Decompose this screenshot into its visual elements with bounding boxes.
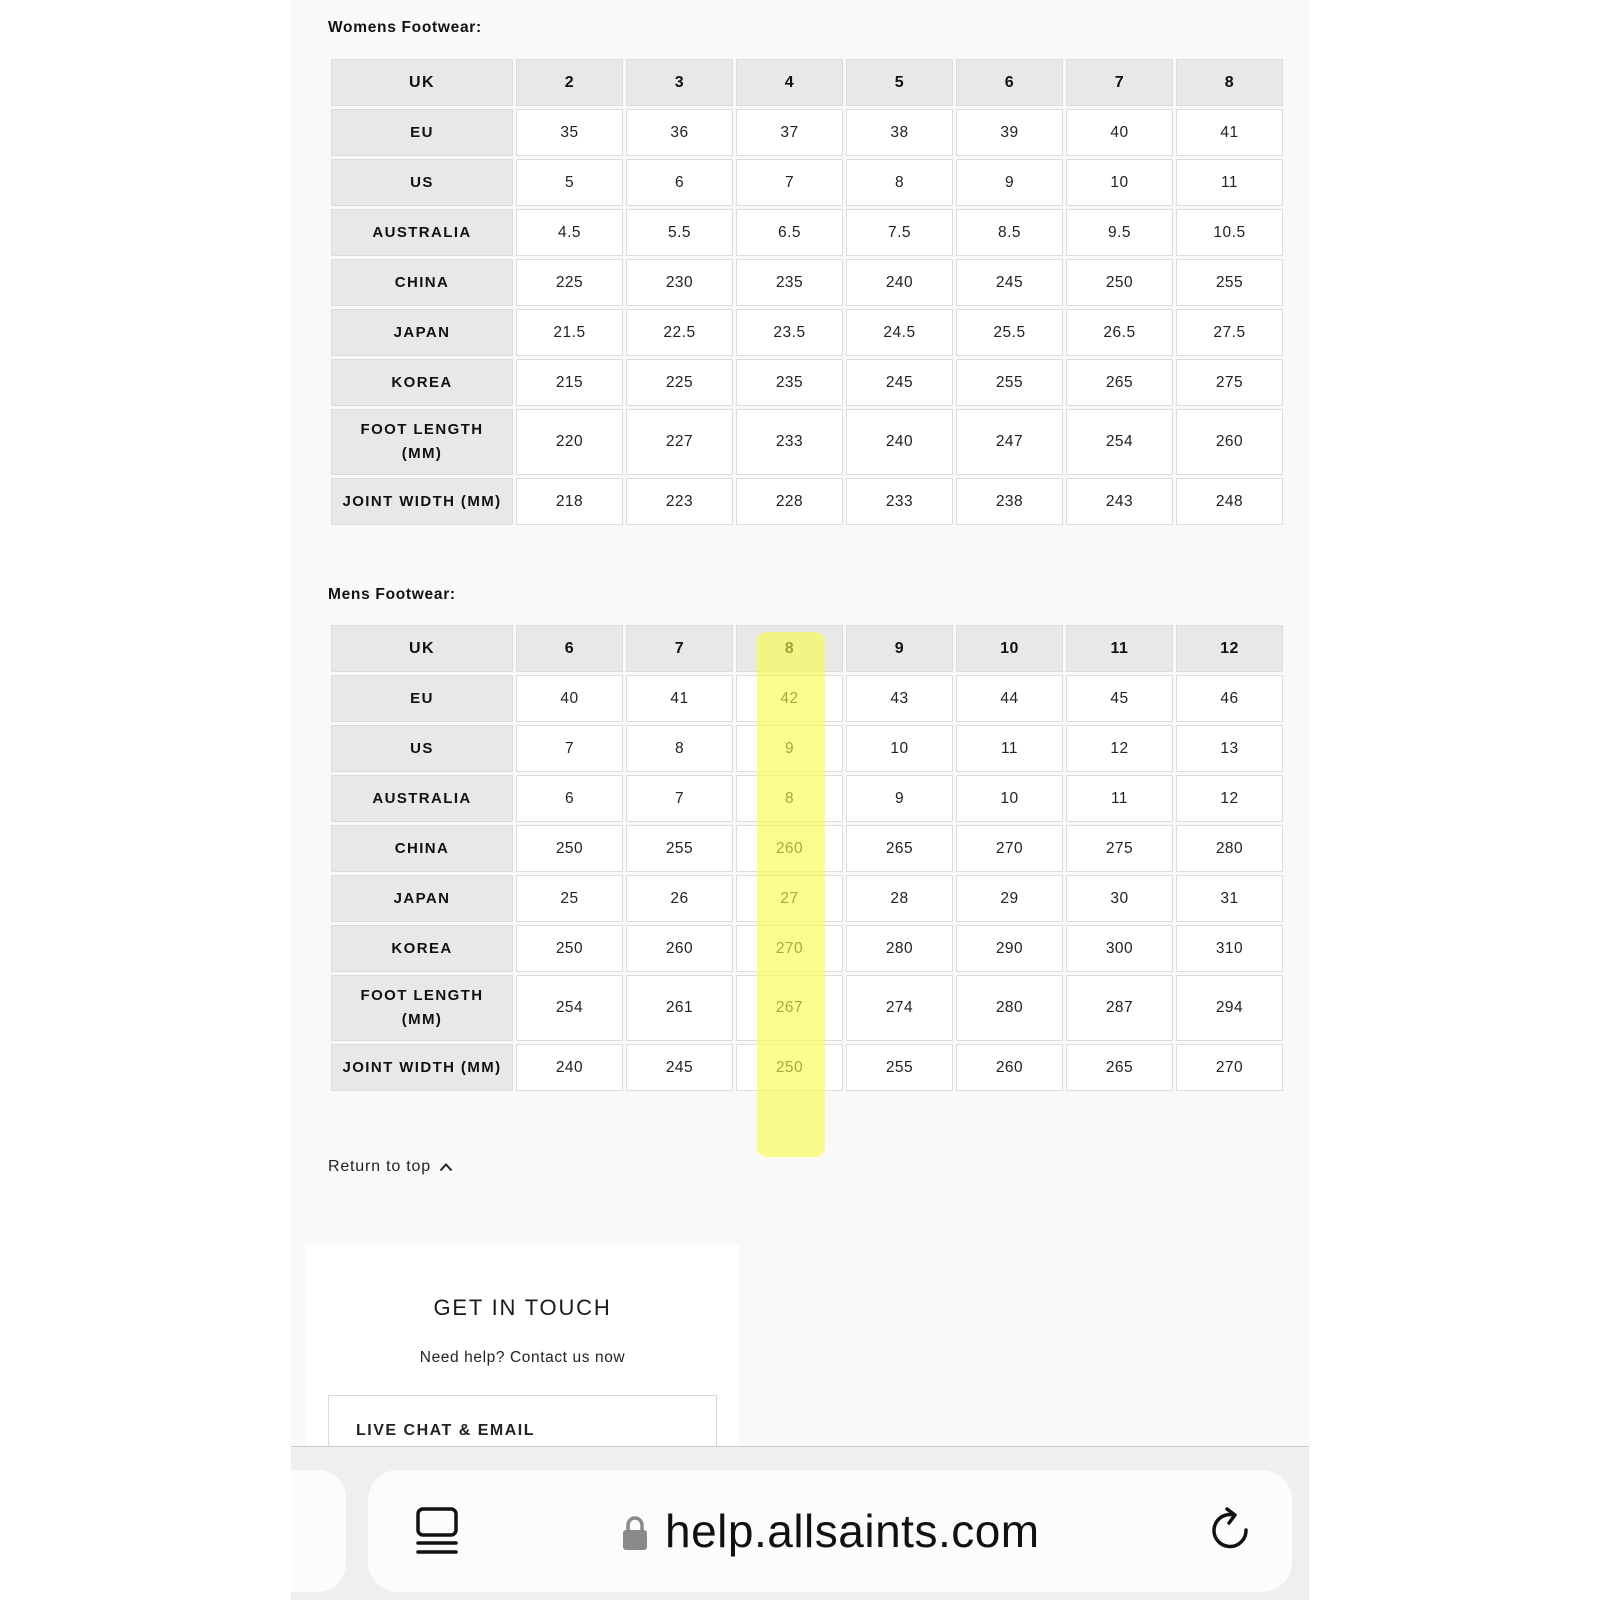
table-cell: 250 (1066, 259, 1173, 306)
table-header-cell: 11 (1066, 625, 1173, 672)
row-label: US (331, 159, 513, 206)
table-cell: 254 (516, 975, 623, 1041)
table-cell: 7 (736, 159, 843, 206)
table-cell: 274 (846, 975, 953, 1041)
table-row (331, 359, 1283, 406)
table-header-row (331, 59, 1283, 106)
row-label-line: (MM) (401, 1011, 443, 1028)
table-cell: 9 (956, 159, 1063, 206)
table-cell: 260 (956, 1044, 1063, 1091)
table-header-cell: 12 (1176, 625, 1283, 672)
table-cell: 28 (846, 875, 953, 922)
table-row (331, 409, 1283, 475)
table-header-cell: 3 (626, 59, 733, 106)
return-to-top-label: Return to top (328, 1158, 431, 1175)
row-label: KOREA (331, 359, 513, 406)
return-to-top-link[interactable] (328, 1158, 453, 1176)
reload-icon[interactable] (1208, 1506, 1256, 1556)
table-cell: 240 (846, 409, 953, 475)
table-cell: 245 (956, 259, 1063, 306)
table-cell: 215 (516, 359, 623, 406)
lock-icon (621, 1515, 649, 1551)
table-cell: 35 (516, 109, 623, 156)
table-cell: 11 (1176, 159, 1283, 206)
table-cell: 255 (1176, 259, 1283, 306)
table-cell: 31 (1176, 875, 1283, 922)
address-bar[interactable] (368, 1470, 1292, 1592)
table-header-cell: 2 (516, 59, 623, 106)
row-label-line: FOOT LENGTH (360, 987, 484, 1004)
table-cell: 40 (516, 675, 623, 722)
row-label (331, 975, 513, 1041)
table-cell: 270 (956, 825, 1063, 872)
table-row (331, 478, 1283, 525)
table-cell: 44 (956, 675, 1063, 722)
table-cell: 12 (1066, 725, 1173, 772)
table-cell: 255 (626, 825, 733, 872)
table-cell: 300 (1066, 925, 1173, 972)
table-header-cell: UK (331, 59, 513, 106)
table-cell: 26.5 (1066, 309, 1173, 356)
table-cell: 261 (626, 975, 733, 1041)
table-cell: 9.5 (1066, 209, 1173, 256)
row-label: EU (331, 109, 513, 156)
table-cell: 238 (956, 478, 1063, 525)
chevron-up-icon (439, 1162, 453, 1172)
table-cell: 287 (1066, 975, 1173, 1041)
table-cell: 265 (1066, 359, 1173, 406)
table-cell: 280 (956, 975, 1063, 1041)
table-cell: 22.5 (626, 309, 733, 356)
table-cell: 23.5 (736, 309, 843, 356)
row-label: CHINA (331, 825, 513, 872)
row-label: KOREA (331, 925, 513, 972)
table-cell: 8.5 (956, 209, 1063, 256)
row-label: JAPAN (331, 875, 513, 922)
table-cell: 235 (736, 359, 843, 406)
table-cell: 29 (956, 875, 1063, 922)
table-cell: 254 (1066, 409, 1173, 475)
table-cell: 38 (846, 109, 953, 156)
previous-tab-preview[interactable] (291, 1470, 346, 1592)
row-label: JOINT WIDTH (MM) (331, 478, 513, 525)
table-row (331, 259, 1283, 306)
table-cell: 6.5 (736, 209, 843, 256)
contact-card (306, 1245, 739, 1446)
table-cell: 21.5 (516, 309, 623, 356)
table-cell: 265 (846, 825, 953, 872)
table-cell: 280 (846, 925, 953, 972)
table-cell: 13 (1176, 725, 1283, 772)
table-cell: 220 (516, 409, 623, 475)
table-cell: 7 (516, 725, 623, 772)
row-label: JOINT WIDTH (MM) (331, 1044, 513, 1091)
table-cell: 280 (1176, 825, 1283, 872)
table-cell: 255 (956, 359, 1063, 406)
table-header-cell: 10 (956, 625, 1063, 672)
row-label: JAPAN (331, 309, 513, 356)
table-cell: 43 (846, 675, 953, 722)
table-cell: 245 (626, 1044, 733, 1091)
table-cell: 10 (956, 775, 1063, 822)
row-label (331, 409, 513, 475)
womens-footwear-title: Womens Footwear: (328, 19, 482, 36)
table-cell: 11 (956, 725, 1063, 772)
table-cell: 46 (1176, 675, 1283, 722)
table-cell: 265 (1066, 1044, 1173, 1091)
table-cell: 255 (846, 1044, 953, 1091)
table-row (331, 159, 1283, 206)
table-cell: 225 (626, 359, 733, 406)
table-row (331, 309, 1283, 356)
table-cell: 40 (1066, 109, 1173, 156)
table-cell: 223 (626, 478, 733, 525)
row-label-line: (MM) (401, 445, 443, 462)
table-cell: 5 (516, 159, 623, 206)
table-cell: 275 (1066, 825, 1173, 872)
table-cell: 6 (626, 159, 733, 206)
table-cell: 290 (956, 925, 1063, 972)
table-cell: 26 (626, 875, 733, 922)
table-cell: 247 (956, 409, 1063, 475)
table-header-cell: 7 (626, 625, 733, 672)
table-cell: 12 (1176, 775, 1283, 822)
table-cell: 41 (626, 675, 733, 722)
table-cell: 36 (626, 109, 733, 156)
table-cell: 270 (1176, 1044, 1283, 1091)
womens-size-table (328, 56, 1286, 528)
table-cell: 233 (846, 478, 953, 525)
table-cell: 310 (1176, 925, 1283, 972)
row-label: EU (331, 675, 513, 722)
tabs-icon[interactable] (415, 1506, 459, 1556)
table-cell: 30 (1066, 875, 1173, 922)
row-label-line: FOOT LENGTH (360, 421, 484, 438)
table-cell: 228 (736, 478, 843, 525)
table-cell: 25 (516, 875, 623, 922)
table-cell: 227 (626, 409, 733, 475)
table-cell: 260 (1176, 409, 1283, 475)
table-cell: 10 (846, 725, 953, 772)
row-label: CHINA (331, 259, 513, 306)
table-cell: 240 (846, 259, 953, 306)
table-header-cell: 6 (516, 625, 623, 672)
table-cell: 41 (1176, 109, 1283, 156)
table-header-cell: UK (331, 625, 513, 672)
table-cell: 8 (846, 159, 953, 206)
table-cell: 294 (1176, 975, 1283, 1041)
table-header-cell: 5 (846, 59, 953, 106)
table-cell: 250 (516, 925, 623, 972)
table-cell: 245 (846, 359, 953, 406)
table-cell: 230 (626, 259, 733, 306)
contact-title: GET IN TOUCH (433, 1295, 612, 1320)
live-chat-email-label: LIVE CHAT & EMAIL (356, 1422, 535, 1439)
mens-footwear-title: Mens Footwear: (328, 586, 456, 603)
table-row (331, 209, 1283, 256)
table-cell: 11 (1066, 775, 1173, 822)
table-cell: 39 (956, 109, 1063, 156)
table-cell: 10 (1066, 159, 1173, 206)
table-cell: 37 (736, 109, 843, 156)
table-cell: 275 (1176, 359, 1283, 406)
table-cell: 240 (516, 1044, 623, 1091)
table-cell: 233 (736, 409, 843, 475)
table-row (331, 109, 1283, 156)
table-cell: 9 (846, 775, 953, 822)
url-text[interactable]: help.allsaints.com (665, 1505, 1040, 1557)
table-header-cell: 7 (1066, 59, 1173, 106)
table-cell: 25.5 (956, 309, 1063, 356)
table-cell: 243 (1066, 478, 1173, 525)
row-label: AUSTRALIA (331, 775, 513, 822)
table-cell: 10.5 (1176, 209, 1283, 256)
table-header-cell: 9 (846, 625, 953, 672)
table-cell: 260 (626, 925, 733, 972)
table-cell: 5.5 (626, 209, 733, 256)
table-header-cell: 6 (956, 59, 1063, 106)
row-label: AUSTRALIA (331, 209, 513, 256)
table-cell: 235 (736, 259, 843, 306)
table-header-cell: 8 (1176, 59, 1283, 106)
row-label: US (331, 725, 513, 772)
table-cell: 7 (626, 775, 733, 822)
table-cell: 218 (516, 478, 623, 525)
table-cell: 45 (1066, 675, 1173, 722)
table-cell: 225 (516, 259, 623, 306)
table-cell: 24.5 (846, 309, 953, 356)
table-header-cell: 4 (736, 59, 843, 106)
table-cell: 7.5 (846, 209, 953, 256)
table-cell: 6 (516, 775, 623, 822)
table-cell: 27.5 (1176, 309, 1283, 356)
table-cell: 4.5 (516, 209, 623, 256)
table-cell: 250 (516, 825, 623, 872)
table-cell: 8 (626, 725, 733, 772)
highlighter-mark (757, 632, 825, 1157)
contact-subtitle: Need help? Contact us now (419, 1349, 626, 1366)
table-cell: 248 (1176, 478, 1283, 525)
